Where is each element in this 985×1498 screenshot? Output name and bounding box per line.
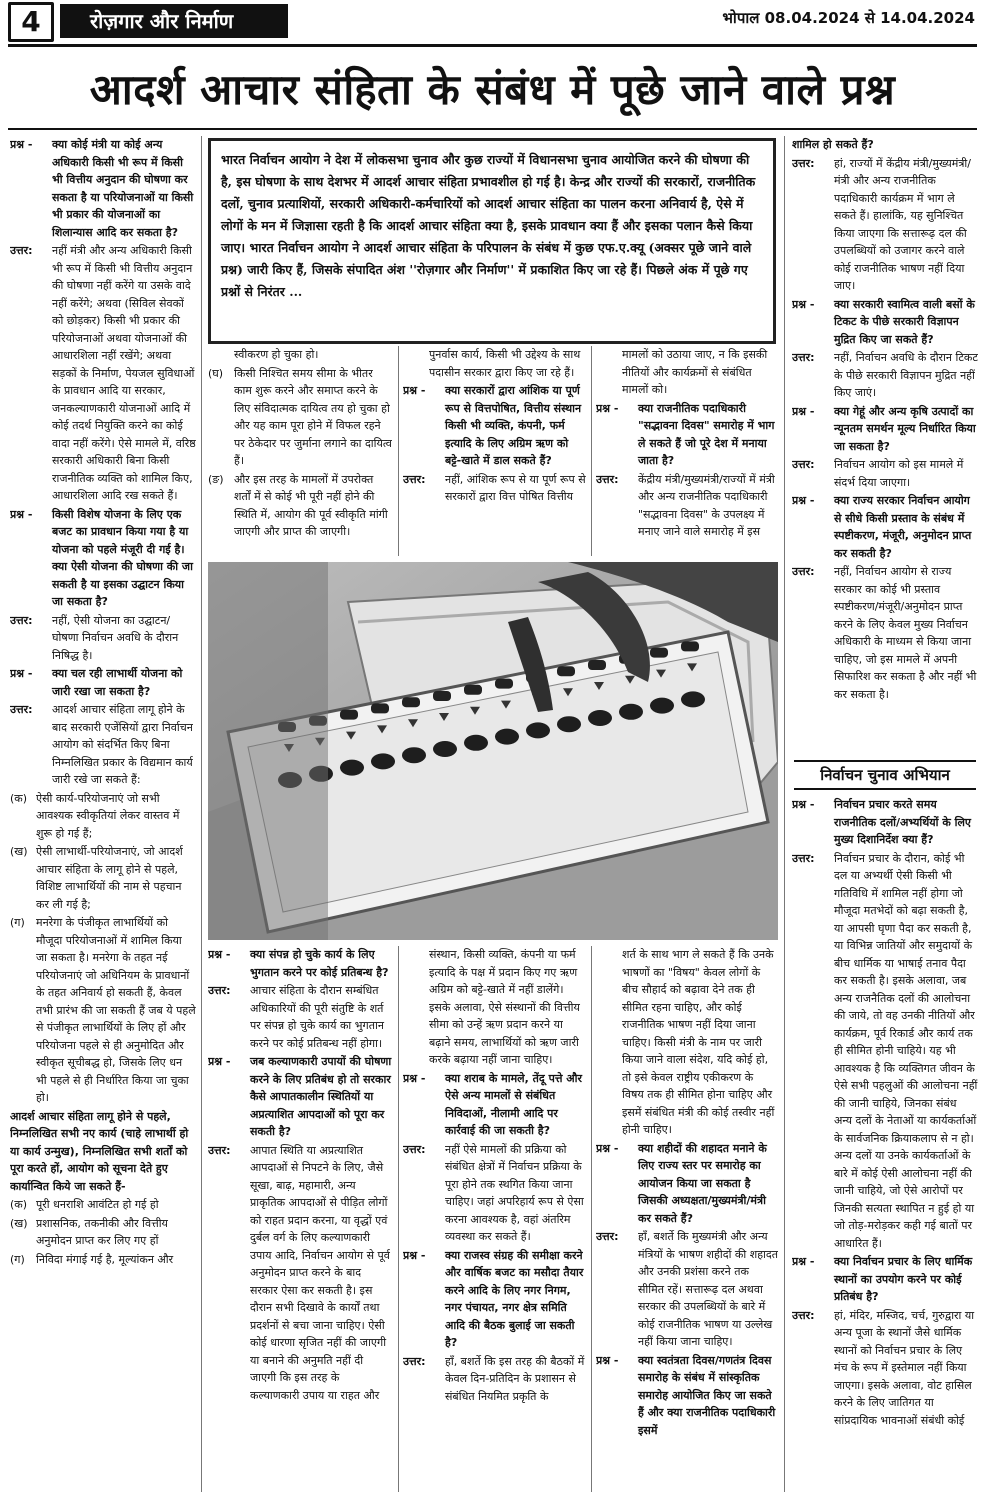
evm-button	[340, 760, 364, 776]
paragraph-text: निर्वाचन प्रचार के दौरान, कोई भी दल या अभ्यर्थी ऐसी किसी भी गतिविधि में शामिल नहीं होगा जो मौजूदा मतभेदों को बढ़ा सकती है, या आपसी घृणा पैदा कर सकती है, या विभिन्न जातियों और समुदायों के बीच धार्मिक या भाषाई तनाव पैदा कर सकती है। इसके अलावा, जब अन्य राजनैतिक दलों की आलोचना की जाये, तो वह उनकी नीतियों और कार्यक्रम, पूर्व रिकार्ड और कार्य तक ही सीमित होनी चाहिये। यह भी आवश्यक है कि व्यक्तिगत जीवन के ऐसे सभी पहलुओं की आलोचना नहीं की जानी चाहिये, जिनका संबंध अन्य दलों के नेताओं या कार्यकर्ताओं के सार्वजनिक क्रियाकलाप से न हो। अन्य दलों या उनके कार्यकर्ताओं के बारे में कोई ऐसी आलोचना नहीं की जानी चाहिये, जो ऐसे आरोपों पर जिनकी सत्यता स्थापित न हुई हो या जो तोड़-मरोड़कर कही गई बातों पर आधारित हैं।	[834, 851, 978, 1250]
answer-paragraph	[403, 471, 587, 506]
answer-paragraph	[792, 1307, 978, 1430]
evm-button	[464, 735, 488, 751]
paragraph-text: नहीं, आंशिक रूप से या पूर्ण रूप से सरकारों द्वारा वित्त पोषित वित्तीय	[445, 472, 586, 503]
evm-machine-image	[208, 562, 778, 940]
paragraph-text: हां, राज्यों में केंद्रीय मंत्री/मुख्यमंत्री/ मंत्री और अन्य राजनीतिक पदाधिकारी कार्यक्रम में भाग ले सकते हैं। हालांकि, यह सुनिश्चित किया जाएगा कि सत्तारूढ़ दल की उपलब्धियों को उजागर करने वाले कोई राजनीतिक भाषण नहीं दिया जाए।	[834, 156, 971, 292]
paragraph-label: प्रश्न -	[596, 401, 619, 415]
paragraph-label: उत्तर:	[208, 984, 231, 997]
evm-lamp	[557, 666, 575, 676]
paragraph-label: प्रश्न -	[596, 1141, 619, 1155]
paragraph-text: निर्वाचन प्रचार करते समय राजनीतिक दलों/अभ्यर्थियों के लिए मुख्य दिशानिर्देश क्या हैं?	[834, 798, 971, 846]
paragraph-text: और इस तरह के मामलों में उपरोक्त शर्तों में से कोई भी पूरी नहीं होने की स्थिति में, आयोग की पूर्व स्वीकृति मांगी जाएगी और प्राप्त की जाएगी।	[234, 472, 388, 538]
text-paragraph	[10, 1215, 196, 1250]
paragraph-label: (क)	[10, 1198, 28, 1211]
text-paragraph	[10, 1251, 196, 1269]
dateline: भोपाल 08.04.2024 से 14.04.2024	[722, 9, 975, 27]
question-paragraph	[792, 492, 978, 562]
paragraph-label: (ग)	[10, 1252, 25, 1266]
evm-lamp	[495, 679, 513, 689]
evm-lamp	[371, 703, 389, 713]
paragraph-text: मामलों को उठाया जाए, न कि इसकी नीतियों और कार्यक्रमों से संबंधित मामलों को।	[622, 348, 768, 396]
paragraph-label: प्रश्न -	[208, 1055, 231, 1068]
paragraph-label: उत्तर:	[403, 472, 426, 486]
paragraph-text: मनरेगा के पंजीकृत लाभार्थियों को मौजूदा परियोजनाओं में शामिल किया जा सकता है। मनरेगा के तहत नई परियोजनाएं जो अधिनियम के प्रावधानों के तहत अनिवार्य हो सकती हैं, केवल तभी प्रारंभ की जा सकती हैं जब ये पहले से पंजीकृत लाभार्थियों के लिए हों और परियोजना पहले से ही अनुमोदित और स्वीकृत सूचीबद्ध हो, जिसके लिए धन भी पहले से ही निर्धारित किया जा चुका हो।	[36, 916, 196, 1104]
question-paragraph	[208, 946, 392, 981]
paragraph-text: शर्त के साथ भाग ले सकते हैं कि उनके भाषणों का "विषय" केवल लोगों के बीच सौहार्द को बढ़ावा देने तक ही सीमित रहना चाहिए, और कोई राजनीतिक भाषण नहीं दिया जाना चाहिए। किसी मंत्री के नाम पर जारी किया जाने वाला संदेश, यदि कोई हो, तो इसे केवल राष्ट्रीय एकीकरण के विषय तक ही सीमित होना चाहिए और इसमें संबंधित मंत्री की कोई तस्वीर नहीं होनी चाहिए।	[622, 948, 775, 1136]
text-paragraph	[403, 946, 587, 1069]
question-paragraph	[208, 1053, 392, 1141]
paragraph-label: प्रश्न -	[10, 138, 33, 151]
evm-button	[650, 698, 674, 714]
answer-paragraph	[792, 850, 978, 1253]
text-paragraph	[10, 790, 196, 843]
paragraph-text: ऐसी लाभार्थी-परियोजनाएं, जो आदर्श आचार संहिता के लागू होने से पहले, विशिष्ट लाभार्थियों की नाम से पहचान कर ली गई है;	[36, 845, 183, 911]
paragraph-text: आपात स्थिति या अप्रत्याशित आपदाओं से निपटने के लिए, जैसे सूखा, बाढ़, महामारी, अन्य प्राकृतिक आपदाओं से पीड़ित लोगों को राहत प्रदान करना, या वृद्धों एवं दुर्बल वर्ग के लिए कल्याणकारी उपाय आदि, निर्वाचन आयोग से पूर्व अनुमोदन प्राप्त करने के बाद सरकार ऐसा कर सकती है। इस दौरान सभी दिखावे के कार्यों तथा प्रदर्शनों से बचा जाना चाहिए। ऐसी कोई धारणा सृजित नहीं की जाएगी या बनाने की अनुमति नहीं दी जाएगी कि इस तरह के कल्याणकारी उपाय या राहत और	[250, 1143, 390, 1402]
column-5-top	[792, 136, 978, 756]
text-paragraph	[208, 471, 392, 541]
paragraph-label: प्रश्न -	[208, 948, 231, 961]
paragraph-text: हां, मंदिर, मस्जिद, चर्च, गुरुद्वारा या अन्य पूजा के स्थानों जैसे धार्मिक स्थानों को निर्वाचन प्रचार के लिए मंच के रूप में इस्तेमाल नहीं किया जाएगा। इसके अलावा, वोट हासिल करने के लिए जातिगत या सांप्रदायिक भावनाओं संबंधी कोई	[834, 1308, 975, 1427]
paragraph-label: प्रश्न -	[792, 798, 815, 811]
column-divider	[784, 136, 785, 1492]
question-paragraph	[10, 665, 196, 700]
paragraph-label: (ङ)	[208, 472, 224, 486]
text-paragraph	[208, 346, 392, 364]
evm-lamp	[650, 648, 668, 658]
column-1	[10, 136, 196, 1492]
page-header	[0, 0, 985, 44]
paragraph-text: स्वीकरण हो चुका हो।	[234, 348, 319, 361]
paragraph-text: क्या शहीदों की शहादत मनाने के लिए राज्य स्तर पर समारोह का आयोजन किया जा सकता है जिसकी अध्यक्षता/मुख्यमंत्री/मंत्री कर सकते हैं?	[638, 1141, 767, 1225]
answer-paragraph	[596, 1228, 778, 1351]
answer-paragraph	[792, 563, 978, 703]
column-3-top	[403, 346, 587, 558]
text-paragraph	[596, 346, 778, 399]
paragraph-text: हाँ, बशर्ते कि इस तरह की बैठकों में केवल दिन-प्रतिदिन के प्रशासन से संबंधित नियमित प्रकृति के	[445, 1354, 585, 1403]
paragraph-label: उत्तर:	[403, 1142, 426, 1156]
paragraph-text: शामिल हो सकते हैं?	[792, 138, 874, 151]
paragraph-text: क्या सरकारी स्वामित्व वाली बसों के टिकट के पीछे सरकारी विज्ञापन मुद्रित किए जा सकते हैं?	[834, 297, 975, 346]
column-2-bottom	[208, 946, 392, 1492]
evm-button	[557, 716, 581, 732]
evm-lamp	[464, 685, 482, 695]
paragraph-text: आदर्श आचार संहिता लागू होने के बाद सरकारी एजेंसियों द्वारा निर्वाचन आयोग को संदर्भित किए बिना निम्नलिखित प्रकार के विद्यमान कार्य जारी रखे जा सकते हैं:	[52, 703, 193, 786]
answer-paragraph	[792, 155, 978, 295]
paragraph-label: उत्तर:	[10, 244, 33, 257]
paragraph-text: नहीं ऐसे मामलों की प्रक्रिया को संबंधित क्षेत्रों में निर्वाचन प्रक्रिया के पूरा होने तक स्थगित किया जाना चाहिए। जहां अपरिहार्य रूप से ऐसा करना आवश्यक है, वहां अंतरिम व्यवस्था कर सकते हैं।	[445, 1142, 584, 1243]
paragraph-label: (ख)	[10, 1216, 28, 1230]
question-paragraph	[403, 1247, 587, 1352]
paragraph-text: क्या राजस्व संग्रह की समीक्षा करने और वार्षिक बजट का मसौदा तैयार करने आदि के लिए नगर निगम, नगर पंचायत, नगर क्षेत्र समिति आदि की बैठक बुलाई जा सकती है?	[445, 1248, 584, 1349]
paragraph-label: प्रश्न -	[403, 1071, 426, 1085]
paragraph-label: प्रश्न -	[792, 1255, 815, 1268]
evm-button	[619, 704, 643, 720]
paragraph-text: क्या राज्य सरकार निर्वाचन आयोग से सीधे किसी प्रस्ताव के संबंध में स्पष्टीकरण, मंजूरी, अनुमोदन प्राप्त कर सकती है?	[834, 494, 972, 560]
paragraph-label: उत्तर:	[10, 613, 33, 627]
paragraph-label: उत्तर:	[792, 458, 815, 471]
column-2-top	[208, 346, 392, 558]
paragraph-text: जब कल्याणकारी उपायों की घोषणा करने के लिए प्रतिबंध हो तो सरकार कैसे आपातकालीन स्थितियों या अप्रत्याशित आपदाओं को पूरा कर सकती है?	[250, 1055, 392, 1138]
column-4-bottom	[596, 946, 778, 1492]
paragraph-text: नहीं, ऐसी योजना का उद्घाटन/ घोषणा निर्वाचन अवधि के दौरान निषिद्ध है।	[52, 613, 179, 662]
paragraph-text: नहीं, निर्वाचन आयोग से राज्य सरकार का कोई भी प्रस्ताव स्पष्टीकरण/मंजूरी/अनुमोदन प्राप्त करने के लिए केवल मुख्य निर्वाचन अधिकारी के माध्यम से किया जाना चाहिए, जो इस मामले में अपनी सिफारिश कर सकता है और नहीं भी कर सकता है।	[834, 565, 977, 701]
question-paragraph	[10, 136, 196, 241]
text-paragraph	[208, 365, 392, 470]
text-paragraph	[596, 946, 778, 1139]
paragraph-label: उत्तर:	[792, 351, 815, 364]
paragraph-label: उत्तर:	[792, 1308, 815, 1322]
paragraph-text: निविदा मंगाई गई है, मूल्यांकन और	[36, 1252, 174, 1266]
answer-paragraph	[792, 349, 978, 402]
page-number: 4	[8, 2, 54, 42]
evm-lamp	[588, 660, 606, 670]
text-paragraph	[10, 1196, 196, 1214]
column-divider	[398, 946, 399, 1492]
answer-paragraph	[596, 471, 778, 541]
paragraph-label: प्रश्न -	[10, 507, 33, 521]
evm-lamp	[340, 710, 358, 720]
text-paragraph	[10, 1108, 196, 1196]
paragraph-text: क्या शराब के मामले, तेंदू पत्ते और ऐसे अन्य मामलों से संबंधित निविदाओं, नीलामी आदि पर कार्रवाई की जा सकती है?	[445, 1071, 583, 1137]
paragraph-text: पूरी धनराशि आवंटित हो गई हो	[36, 1198, 159, 1211]
answer-paragraph	[208, 982, 392, 1052]
paragraph-label: प्रश्न -	[403, 1248, 426, 1262]
section-heading: निर्वाचन चुनाव अभियान	[794, 760, 976, 790]
header-rule	[8, 44, 977, 47]
evm-button	[681, 691, 705, 707]
paragraph-label: (घ)	[208, 366, 224, 380]
text-paragraph	[10, 843, 196, 913]
question-paragraph	[403, 1070, 587, 1140]
paragraph-text: निर्वाचन आयोग को इस मामले में संदर्भ दिया जाएगा।	[834, 458, 964, 489]
evm-button	[495, 729, 519, 745]
evm-button	[588, 710, 612, 726]
paragraph-text: प्रशासनिक, तकनीकी और वित्तीय अनुमोदन प्राप्त कर लिए गए हों	[36, 1216, 168, 1247]
paragraph-label: (ख)	[10, 845, 28, 858]
paragraph-text: क्या गेहूं और अन्य कृषि उत्पादों का न्यूनतम समर्थन मूल्य निर्धारित किया जा सकता है?	[834, 404, 976, 453]
paragraph-text: किसी विशेष योजना के लिए एक बजट का प्रावधान किया गया है या योजना को पहले मंजूरी दी गई है। क्या ऐसी योजना की घोषणा की जा सकती है या इसका उद्घाटन किया जा सकता है?	[52, 507, 193, 608]
question-paragraph	[792, 1253, 978, 1306]
answer-paragraph	[403, 1141, 587, 1246]
paragraph-label: प्रश्न -	[10, 667, 33, 680]
paragraph-text: आदर्श आचार संहिता लागू होने से पहले, निम्नलिखित सभी नए कार्य (चाहे लाभार्थी हो या कार्य उन्मुख), निम्नलिखित सभी शर्तों को पूरा करते हों, आयोग को सूचना देते हुए कार्यान्वित किये जा सकते हैं-	[10, 1109, 189, 1193]
paragraph-text: क्या सरकारों द्वारा आंशिक या पूर्ण रूप से वित्तपोषित, वित्तीय संस्थान किसी भी व्यक्ति, कंपनी, फर्म इत्यादि के लिए अग्रिम ऋण को बट्टे-खाते में डाल सकते हैं?	[445, 384, 582, 467]
paragraph-text: ऐसी कार्य-परियोजनाएं जो सभी आवश्यक स्वीकृतियां लेकर वास्तव में शुरू हो गई हैं;	[36, 791, 180, 840]
paragraph-label: उत्तर:	[596, 472, 619, 486]
paragraph-label: उत्तर:	[792, 156, 815, 170]
paragraph-text: आचार संहिता के दौरान सम्बंधित अधिकारियों की पूरी संतुष्टि के शर्त पर संपन्न हो चुके कार्य का भुगतान करने पर कोई प्रतिबन्ध नहीं होगा।	[250, 984, 384, 1050]
paragraph-text: केंद्रीय मंत्री/मुख्यमंत्री/राज्यों में मंत्री और अन्य राजनीतिक पदाधिकारी "सद्भावना दिवस" के उपलक्ष्य में मनाए जाने वाले समारोह में इस	[638, 472, 775, 538]
answer-paragraph	[792, 456, 978, 491]
headline-rule	[8, 128, 977, 130]
answer-paragraph	[10, 242, 196, 505]
column-3-bottom	[403, 946, 587, 1492]
question-paragraph	[10, 506, 196, 611]
paragraph-text: नहीं, निर्वाचन अवधि के दौरान टिकट के पीछे सरकारी विज्ञापन मुद्रित नहीं किए जाएं।	[834, 351, 978, 399]
paragraph-label: उत्तर:	[403, 1354, 426, 1368]
evm-lamp	[433, 691, 451, 701]
paragraph-text: क्या स्वतंत्रता दिवस/गणतंत्र दिवस समारोह के संबंध में सांस्कृतिक समारोह आयोजित किए जा सकते हैं और क्या राजनीतिक पदाधिकारी इसमें	[638, 1353, 776, 1437]
column-divider	[201, 136, 202, 1492]
paragraph-label: उत्तर:	[792, 565, 815, 578]
paragraph-text: क्या चल रही लाभार्थी योजना को जारी रखा जा सकता है?	[52, 667, 183, 698]
paragraph-text: नहीं मंत्री और अन्य अधिकारी किसी भी रूप में किसी भी वित्तीय अनुदान की घोषणा नहीं करेंगे या उसके वादे नहीं करेंगे; अथवा (सिविल सेवकों को छोड़कर) किसी भी प्रकार की परियोजनाओं अथवा योजनाओं की आधारशिला नहीं रखेंगे; अथवा सड़कों के निर्माण, पेयजल सुविधाओं के प्रावधान आदि या सरकार, जनकल्याणकारी योजनाओं आदि में कोई तदर्थ नियुक्ति करने का कोई वादा नहीं करेंगे। ऐसे मामले में, वरिष्ठ सरकारी अधिकारी बिना किसी राजनीतिक व्यक्ति को शामिल किए, आधारशिला आदि रख सकते हैं।	[52, 244, 196, 502]
question-paragraph	[596, 1140, 778, 1228]
question-paragraph	[792, 296, 978, 349]
paragraph-label: (ग)	[10, 916, 25, 929]
column-5-bottom	[792, 796, 978, 1492]
text-paragraph	[10, 914, 196, 1107]
paragraph-label: प्रश्न -	[596, 1353, 619, 1367]
intro-box: भारत निर्वाचन आयोग ने देश में लोकसभा चुनाव और कुछ राज्यों में विधानसभा चुनाव आयोजित करने की घोषणा की है, इस घोषणा के साथ देशभर में आदर्श आचार संहिता प्रभावशील हो गई है। केन्द्र और राज्यों की सरकारों, राजनीतिक दलों, चुनाव प्रत्याशियों, सरकारी अधिकारी-कर्मचारियों को आदर्श आचार संहिता का पालन करना अनिवार्य है, ऐसे में लोगों के मन में जिज्ञासा रहती है कि आदर्श आचार संहिता क्या है, इसके प्रावधान क्या हैं और इसका पलान कैसे किया जाए। भारत निर्वाचन आयोग ने आदर्श आचार संहिता के परिपालन के संबंध में कुछ एफ.ए.क्यू (अक्सर पूछे जाने वाले प्रश्न) जारी किए हैं, जिसके संपादित अंश ''रोज़गार और निर्माण'' में प्रकाशित किए जा रहे हैं। पिछले अंक में पूछे गए प्रश्नों से निरंतर ...	[208, 138, 776, 344]
question-paragraph	[403, 382, 587, 470]
paragraph-text: क्या संपन्न हो चुके कार्य के लिए भुगतान करने पर कोई प्रतिबन्ध है?	[250, 948, 389, 979]
evm-button	[433, 741, 457, 757]
paragraph-label: प्रश्न -	[403, 384, 426, 397]
paragraph-text: क्या निर्वाचन प्रचार के लिए धार्मिक स्थानों का उपयोग करने पर कोई प्रतिबंध है?	[834, 1255, 973, 1303]
question-paragraph	[596, 1352, 778, 1440]
paragraph-label: प्रश्न -	[792, 494, 815, 507]
publication-name: रोज़गार और निर्माण	[60, 4, 288, 38]
evm-lamp	[681, 641, 699, 651]
paragraph-label: उत्तर:	[208, 1143, 231, 1157]
text-paragraph	[403, 346, 587, 381]
evm-photo	[208, 562, 778, 940]
evm-button	[371, 753, 395, 769]
answer-paragraph	[10, 701, 196, 789]
paragraph-label: प्रश्न -	[792, 404, 815, 418]
column-divider	[591, 946, 592, 1492]
question-paragraph	[792, 403, 978, 456]
evm-lamp	[402, 697, 420, 707]
evm-button	[402, 747, 426, 763]
column-divider	[398, 346, 399, 556]
paragraph-text: संस्थान, किसी व्यक्ति, कंपनी या फर्म इत्यादि के पक्ष में प्रदान किए गए ऋण अग्रिम को बट्टे-खाते में नहीं डालेंगे। इसके अलावा, ऐसे संस्थानों की वित्तीय सीमा को उन्हें ऋण प्रदान करने या बढ़ाने समय, लाभार्थियों को ऋण जारी करके बढ़ाया नहीं जाना चाहिए।	[429, 948, 580, 1066]
paragraph-text: पुनर्वास कार्य, किसी भी उद्देश्य के साथ पदासीन सरकार द्वारा किए जा रहे हैं।	[429, 348, 581, 379]
paragraph-label: उत्तर:	[10, 703, 33, 716]
paragraph-text: किसी निश्चित समय सीमा के भीतर काम शुरू करने और समाप्त करने के लिए संविदात्मक दायित्व तय हो चुका हो और यह काम पूरा होने में विफल रहने पर ठेकेदार पर जुर्माना लगाने का दायित्व हैं।	[234, 366, 392, 467]
paragraph-text: क्या कोई मंत्री या कोई अन्य अधिकारी किसी भी रूप में किसी भी वित्तीय अनुदान की घोषणा कर सकता है या परियोजनाओं या किसी भी प्रकार की योजनाओं का शिलान्यास आदि कर सकता है?	[52, 138, 194, 239]
question-paragraph	[596, 400, 778, 470]
paragraph-label: उत्तर:	[596, 1230, 619, 1243]
paragraph-label: (क)	[10, 791, 28, 805]
page-headline: आदर्श आचार संहिता के संबंध में पूछे जाने वाले प्रश्न	[89, 65, 896, 114]
paragraph-text: हाँ, बशर्ते कि मुख्यमंत्री और अन्य मंत्रियों के भाषण शहीदों की शहादत और उनकी प्रशंसा करने तक सीमित रहें। सत्तारूढ़ दल अथवा सरकार की उपलब्धियों के बारे में कोई राजनीतिक भाषण या उल्लेख नहीं किया जाना चाहिए।	[638, 1230, 778, 1348]
paragraph-text: क्या राजनीतिक पदाधिकारी "सद्भावना दिवस" समारोह में भाग ले सकते हैं जो पूरे देश में मनाया जाता है?	[638, 401, 775, 467]
answer-paragraph	[10, 612, 196, 665]
answer-paragraph	[403, 1353, 587, 1406]
answer-paragraph	[208, 1142, 392, 1405]
paragraph-label: प्रश्न -	[792, 297, 815, 311]
question-paragraph	[792, 796, 978, 849]
text-paragraph	[792, 136, 978, 154]
evm-button	[526, 722, 550, 738]
paragraph-label: उत्तर:	[792, 851, 815, 865]
column-4-top	[596, 346, 778, 558]
column-divider	[591, 346, 592, 556]
